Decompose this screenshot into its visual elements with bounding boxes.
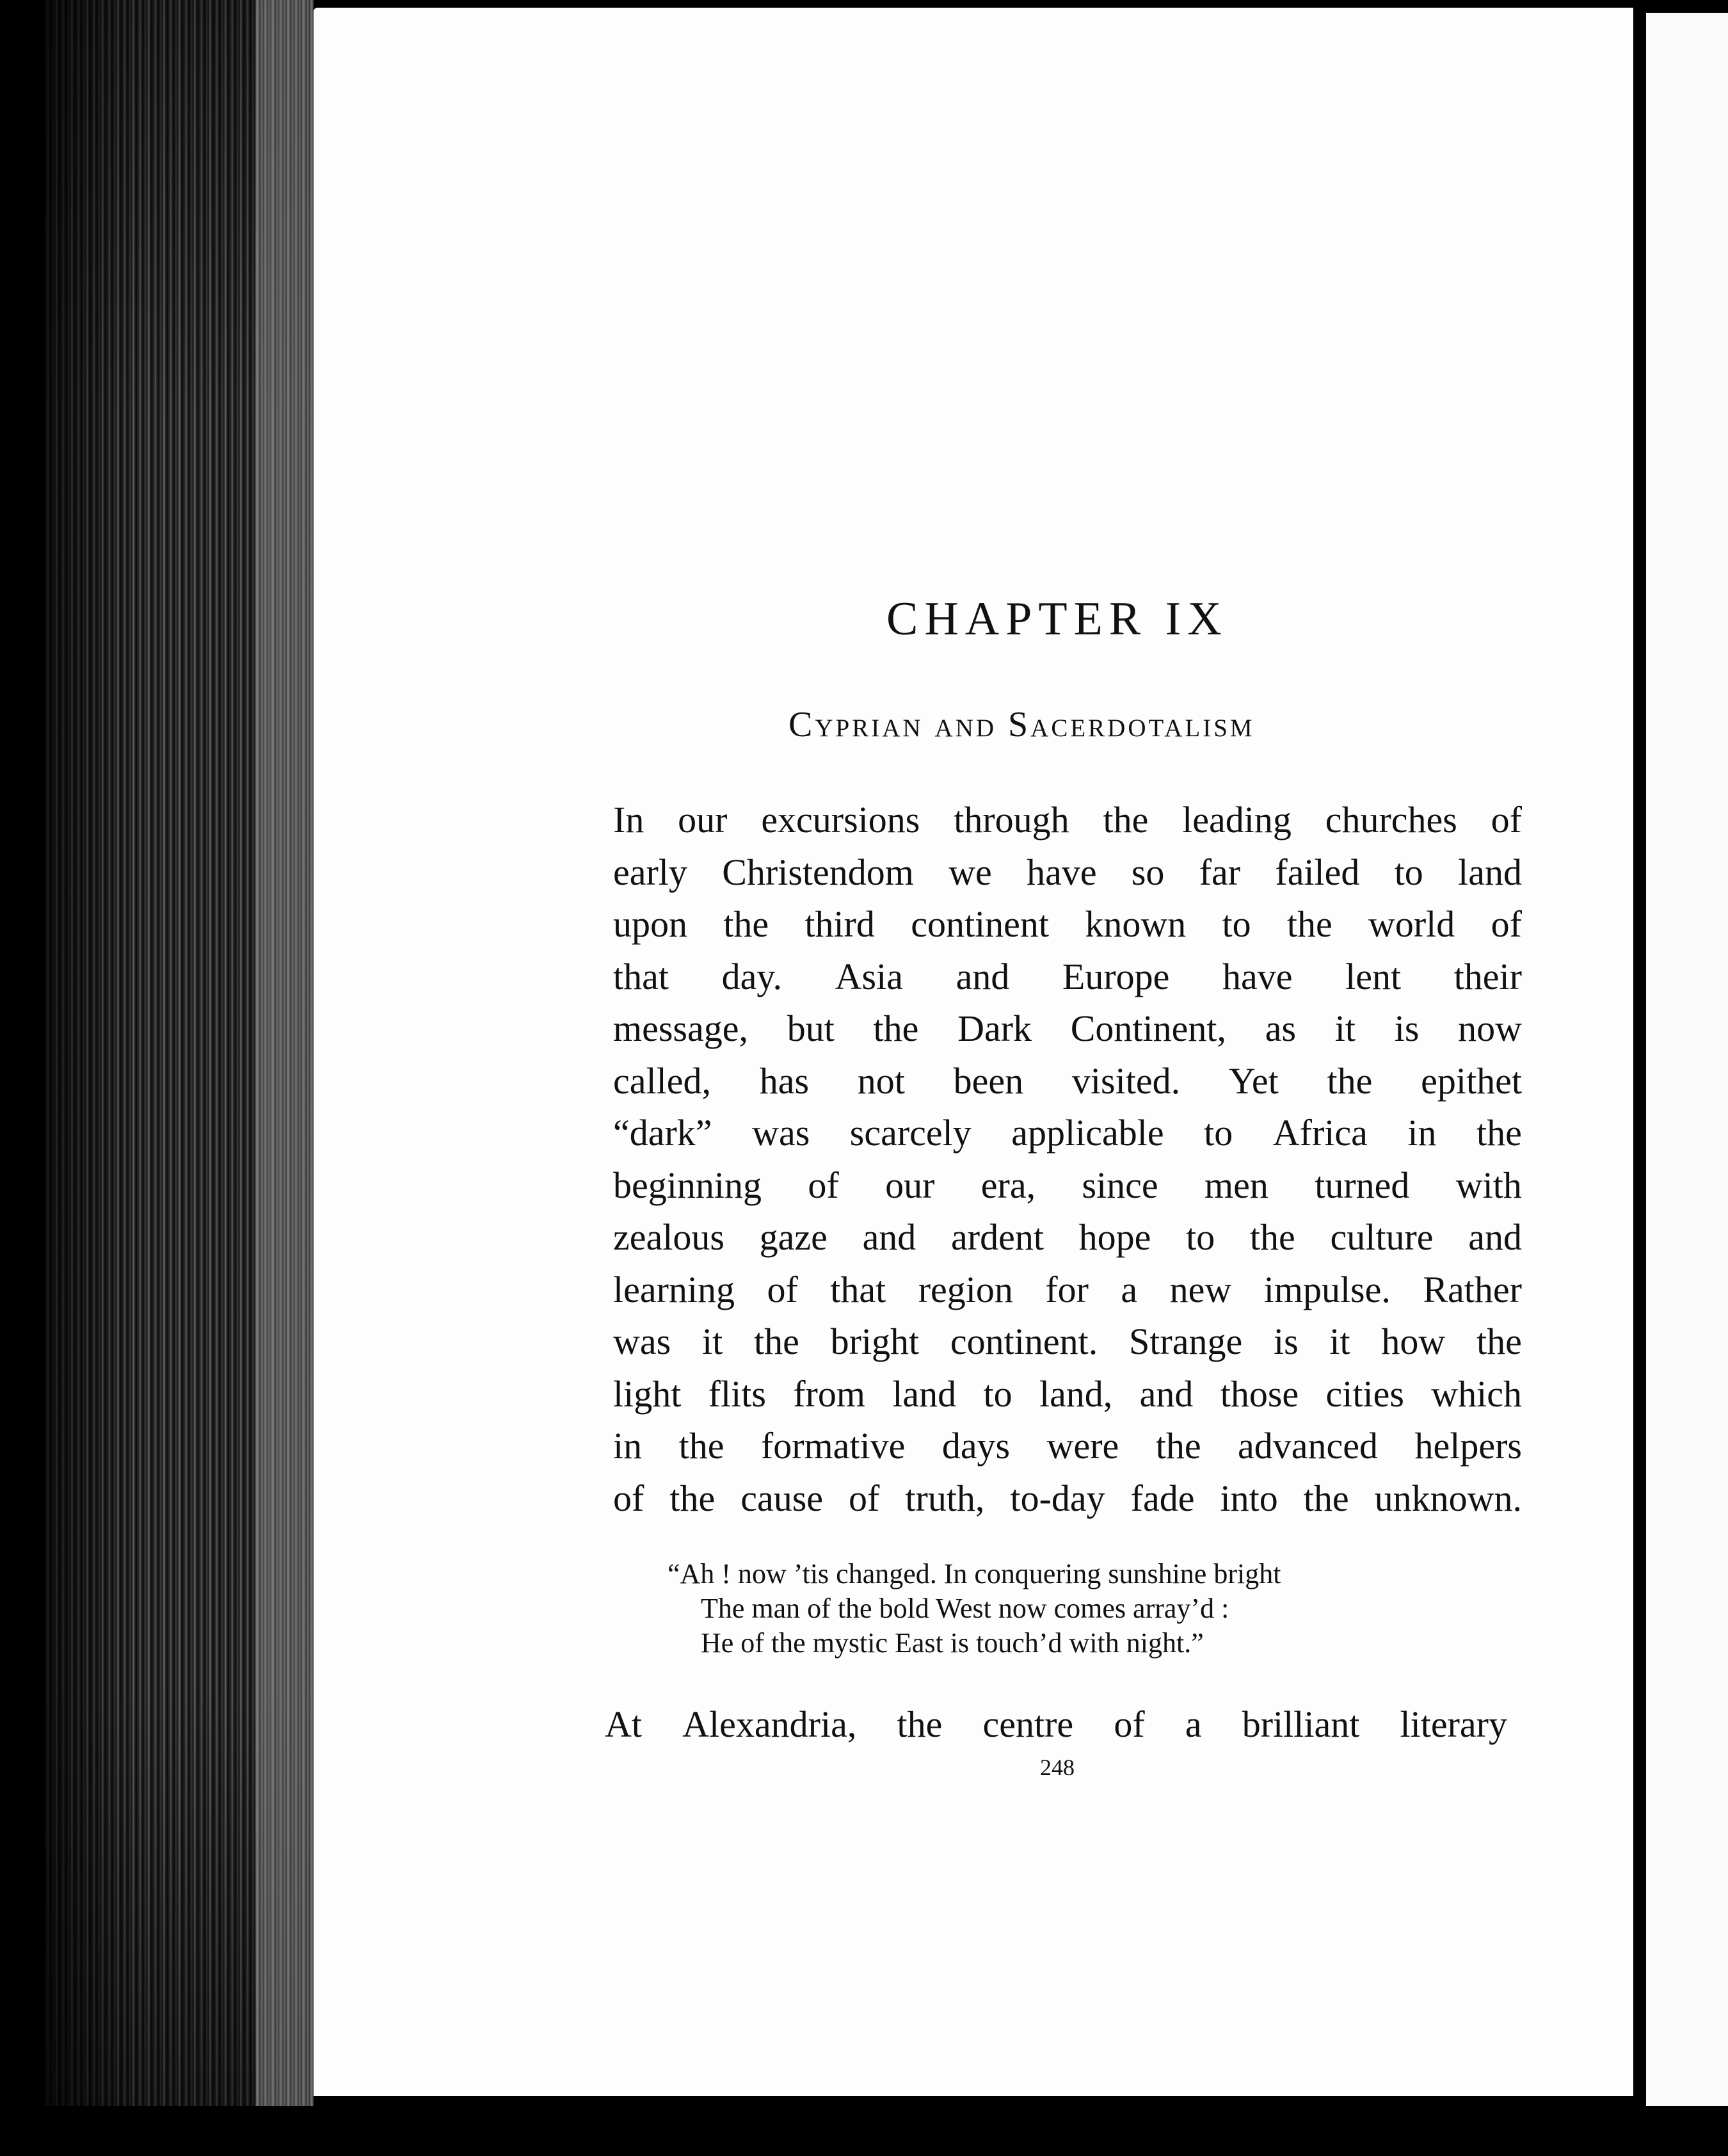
chapter-subtitle: Cyprian and Sacerdotalism xyxy=(788,705,1255,744)
paragraph-line: was it the bright continent. Strange is it how the xyxy=(613,1321,1522,1362)
paragraph-line: light flits from land to land, and those cities which xyxy=(613,1372,1522,1415)
paragraph-line: In our excursions through the leading churches of xyxy=(613,799,1522,841)
paragraph-line: upon the third continent known to the world of xyxy=(613,903,1522,945)
page-edge-highlight xyxy=(256,0,314,2106)
paragraph-line: called, has not been visited. Yet the epithet xyxy=(613,1059,1522,1102)
poem-line: He of the mystic East is touch’d with night.” xyxy=(701,1627,1204,1659)
paragraph-line: of the cause of truth, to-day fade into the unknown. xyxy=(613,1477,1522,1519)
paragraph-line: early Christendom we have so far failed to land xyxy=(613,851,1522,893)
book-gutter xyxy=(1633,0,1646,2106)
paragraph-line: “dark” was scarcely applicable to Africa in the xyxy=(613,1112,1522,1154)
poem-quote xyxy=(668,1557,1281,1661)
poem-line: The man of the bold West now comes array’d : xyxy=(701,1593,1229,1624)
chapter-title: CHAPTER IX xyxy=(886,593,1228,645)
paragraph-line: that day. Asia and Europe have lent their xyxy=(613,955,1522,997)
poem-line: “Ah ! now ’tis changed. In conquering sunshine bright xyxy=(668,1558,1281,1589)
paragraph-line: in the formative days were the advanced helpers xyxy=(613,1425,1522,1467)
paragraph-line: message, but the Dark Continent, as it is now xyxy=(613,1008,1522,1049)
paragraph-line: beginning of our era, since men turned with xyxy=(613,1164,1522,1206)
continuation-text: At Alexandria, the centre of a brilliant literary xyxy=(605,1703,1507,1745)
paragraph-line: learning of that region for a new impulse. Rather xyxy=(613,1268,1522,1310)
paragraph-line: zealous gaze and ardent hope to the culture and xyxy=(613,1216,1522,1258)
facing-page-edge xyxy=(1646,13,1728,2106)
continuation-line xyxy=(605,1703,1507,1746)
page-number: 248 xyxy=(1040,1755,1075,1780)
body-paragraph xyxy=(613,794,1522,1524)
